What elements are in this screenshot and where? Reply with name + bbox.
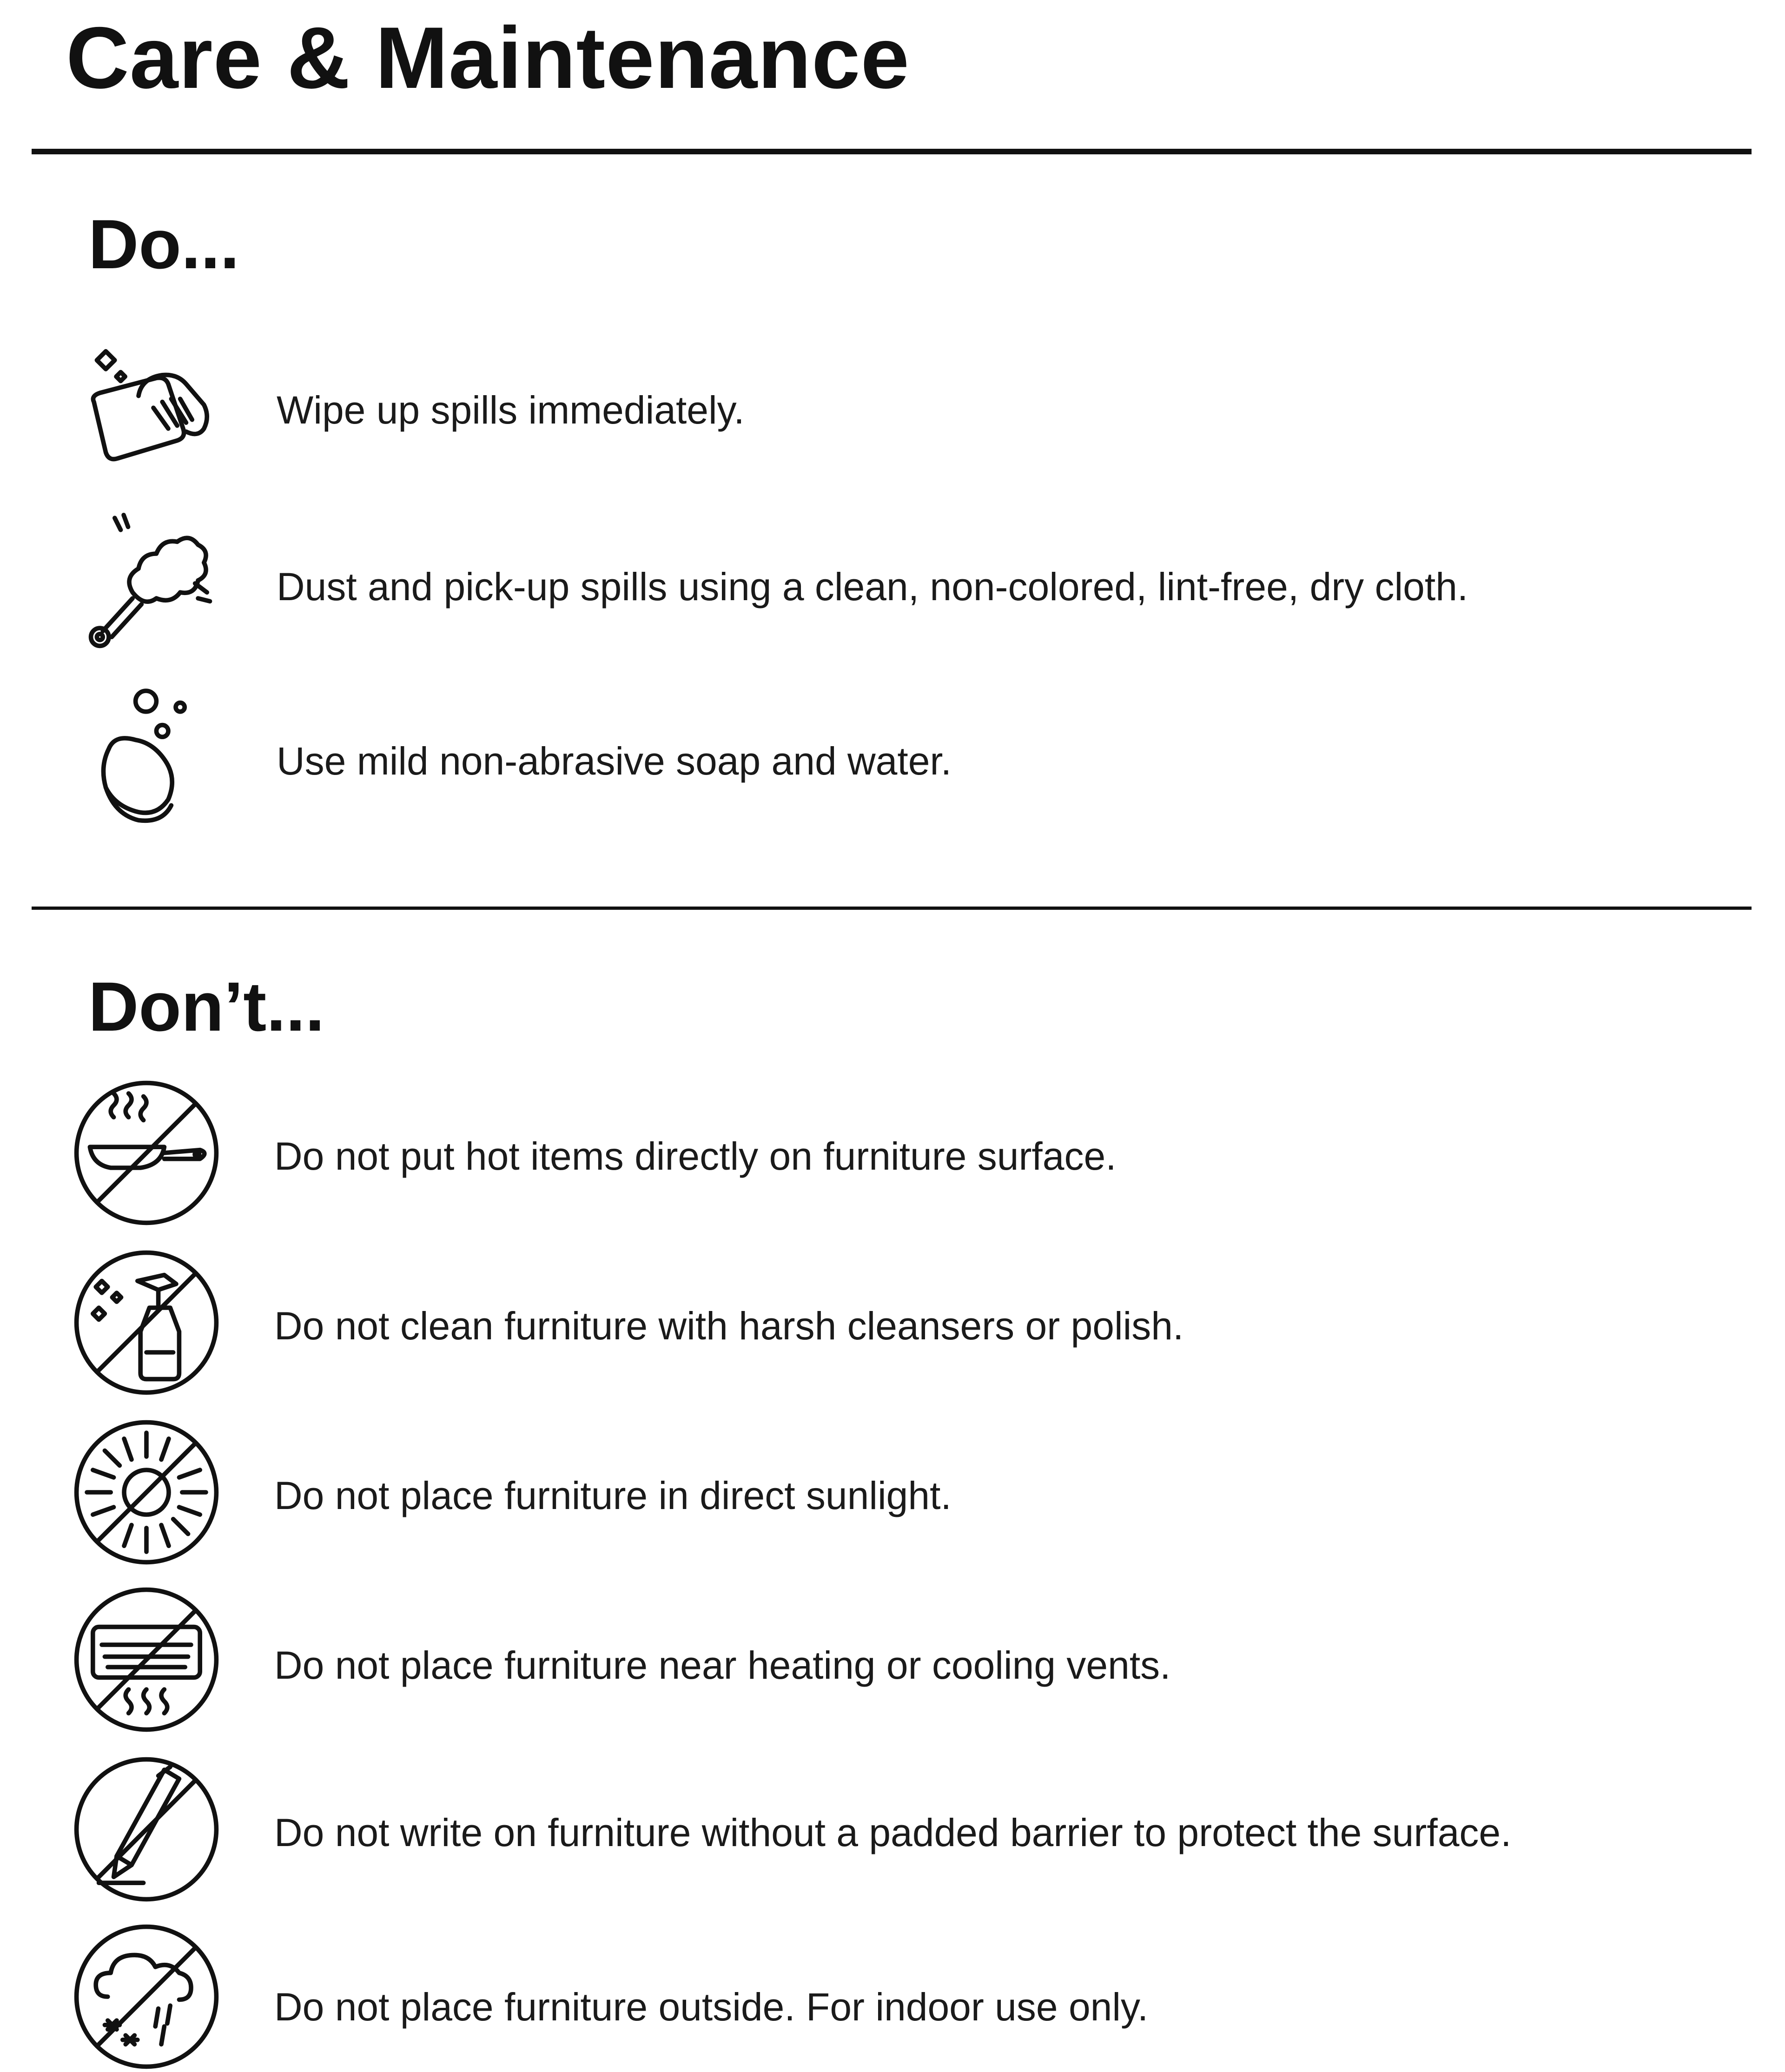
do-item-text: Wipe up spills immediately. xyxy=(277,388,745,432)
no-hot-pan-icon xyxy=(72,1079,221,1227)
dont-item-text: Do not place furniture outside. For indoor use only. xyxy=(274,1985,1149,2029)
no-air-vent-icon xyxy=(72,1585,221,1734)
do-item-text: Dust and pick-up spills using a clean, non-colored, lint-free, dry cloth. xyxy=(277,565,1468,609)
duster-icon xyxy=(79,509,228,658)
dont-item-text: Do not place furniture in direct sunlight. xyxy=(274,1474,952,1517)
dont-item-text: Do not put hot items directly on furniture surface. xyxy=(274,1134,1117,1178)
no-outdoor-weather-icon xyxy=(72,1922,221,2071)
dont-item-text: Do not clean furniture with harsh cleansers or polish. xyxy=(274,1304,1184,1348)
wipe-sponge-icon xyxy=(79,339,228,488)
no-writing-pen-icon xyxy=(72,1755,221,1904)
dont-item-text: Do not place furniture near heating or cooling vents. xyxy=(274,1643,1171,1687)
dont-heading: Don’t... xyxy=(88,967,325,1046)
do-item-text: Use mild non-abrasive soap and water. xyxy=(277,739,952,783)
no-spray-cleaner-icon xyxy=(72,1248,221,1397)
dont-item-text: Do not write on furniture without a padded barrier to protect the surface. xyxy=(274,1811,1512,1854)
do-heading: Do... xyxy=(88,205,239,283)
no-sunlight-icon xyxy=(72,1418,221,1567)
page-title: Care & Maintenance xyxy=(66,9,910,106)
section-divider xyxy=(32,907,1752,910)
soap-bubbles-icon xyxy=(79,683,228,832)
title-divider xyxy=(32,149,1752,154)
